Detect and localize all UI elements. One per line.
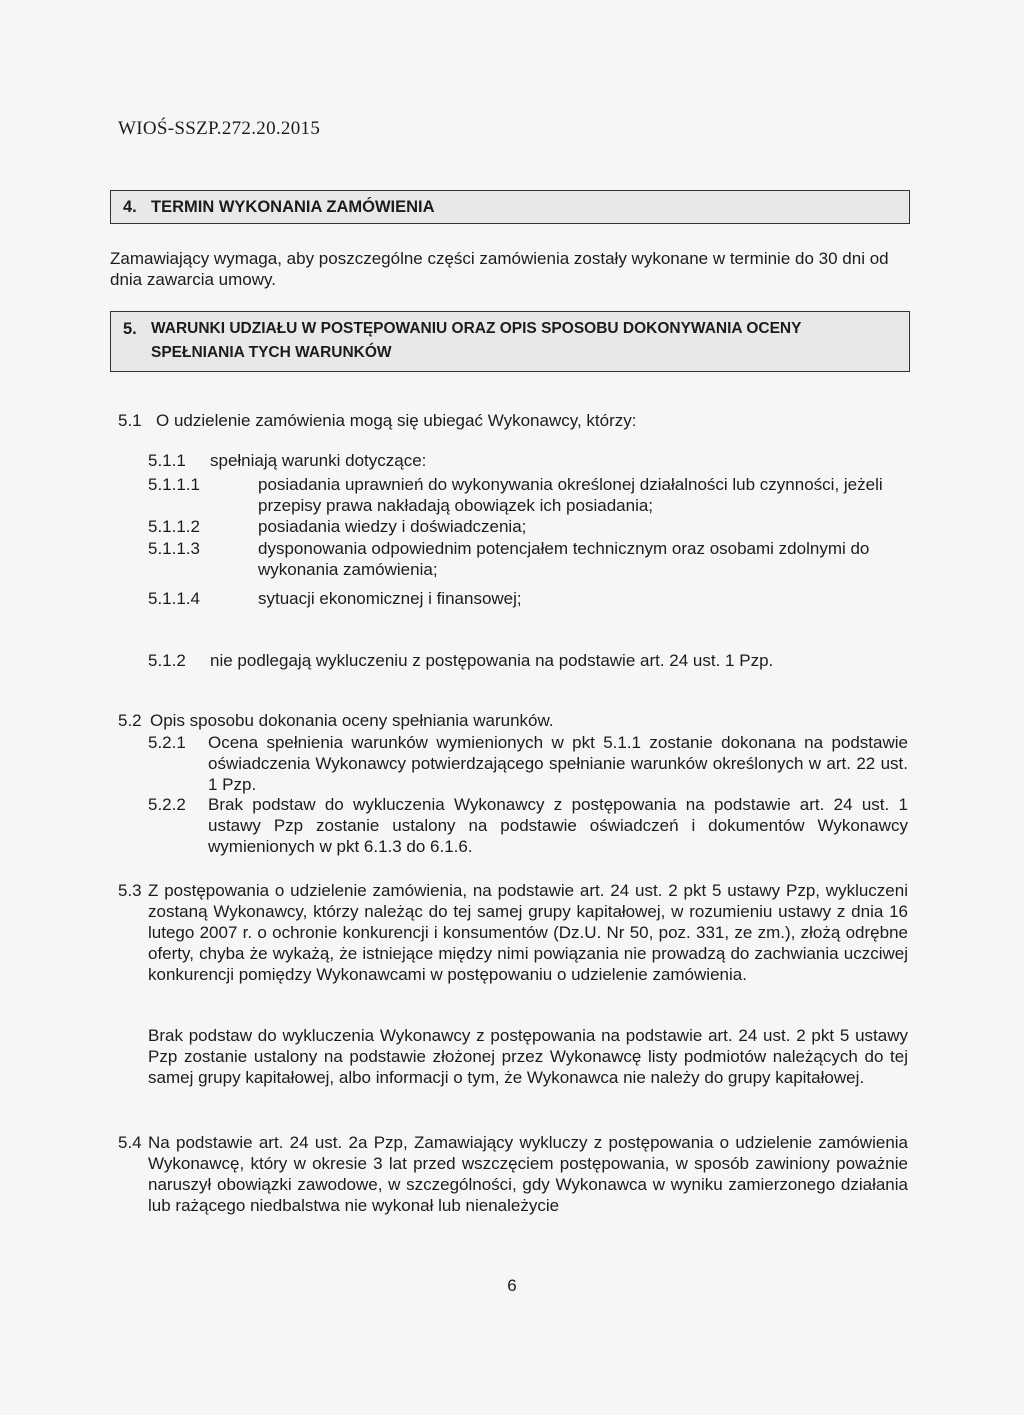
page-number: 6 (507, 1276, 517, 1295)
item-5-1-1-number: 5.1.1 (148, 451, 186, 470)
section-5-title-line2: SPEŁNIANIA TYCH WARUNKÓW (151, 344, 392, 361)
item-5-2-2-text: Brak podstaw do wykluczenia Wykonawcy z postępowania na podstawie art. 24 ust. 1 ustawy Pzp zostanie ustalony na podstawie oświadczeń i dokumentów Wykonawcy wymienionych w pkt 6.1.3 do 6.1.6. (208, 795, 908, 856)
item-5-2-1-number: 5.2.1 (148, 733, 186, 752)
item-5-2-number: 5.2 (118, 711, 142, 730)
section-5-header (110, 311, 910, 372)
section-4-header (110, 190, 910, 224)
section-5-number: 5. (123, 320, 137, 338)
item-5-1-1-2-text: posiadania wiedzy i doświadczenia; (258, 517, 527, 536)
section-4-body: Zamawiający wymaga, aby poszczególne części zamówienia zostały wykonane w terminie do 30 dni od dnia zawarcia umowy. (110, 249, 889, 289)
item-5-1-1-4-number: 5.1.1.4 (148, 589, 200, 608)
item-5-1-text: O udzielenie zamówienia mogą się ubiegać Wykonawcy, którzy: (156, 411, 637, 430)
item-5-3-text: Z postępowania o udzielenie zamówienia, na podstawie art. 24 ust. 2 pkt 5 ustawy Pzp, wykluczeni zostaną Wykonawcy, którzy należąc do tej samej grupy kapitałowej, w rozumieniu ustawy z dnia 16 lutego 2007 r. o ochronie konkurencji i konsumentów (Dz.U. Nr 50, poz. 331, ze zm.), złożą odrębne oferty, chyba że wykażą, że istniejące między nimi powiązania nie prowadzą do zachwiania uczciwej konkurencji pomiędzy Wykonawcami w postępowaniu o udzielenie zamówienia. (148, 881, 908, 984)
item-5-3-text2: Brak podstaw do wykluczenia Wykonawcy z postępowania na podstawie art. 24 ust. 2 pkt 5 ustawy Pzp zostanie ustalony na podstawie złożonej przez Wykonawcę listy podmiotów należących do tej samej grupy kapitałowej, albo informacji o tym, że Wykonawca nie należy do grupy kapitałowej. (148, 1026, 908, 1087)
item-5-1-1-1-text: posiadania uprawnień do wykonywania określonej działalności lub czynności, jeżeli przepisy prawa nakładają obowiązek ich posiadania; (258, 475, 883, 515)
item-5-4-number: 5.4 (118, 1133, 142, 1152)
item-5-2-1-text: Ocena spełnienia warunków wymienionych w pkt 5.1.1 zostanie dokonana na podstawie oświadczenia Wykonawcy potwierdzającego spełnianie warunków określonych w art. 22 ust. 1 Pzp. (208, 733, 908, 794)
item-5-1-1-3-text: dysponowania odpowiednim potencjałem technicznym oraz osobami zdolnymi do wykonania zamówienia; (258, 539, 870, 579)
item-5-2-2-number: 5.2.2 (148, 795, 186, 814)
item-5-4-text: Na podstawie art. 24 ust. 2a Pzp, Zamawiający wykluczy z postępowania o udzielenie zamówienia Wykonawcę, który w okresie 3 lat przed wszczęciem postępowania, w sposób zawiniony poważnie naruszył obowiązki zawodowe, w szczególności, gdy Wykonawca w wyniku zamierzonego działania lub rażącego niedbalstwa nie wykonał lub nienależycie (148, 1133, 908, 1215)
item-5-1-2-number: 5.1.2 (148, 651, 186, 670)
document-reference: WIOŚ-SSZP.272.20.2015 (118, 118, 321, 139)
item-5-1-1-3-number: 5.1.1.3 (148, 539, 200, 558)
item-5-2-text: Opis sposobu dokonania oceny spełniania warunków. (150, 711, 554, 730)
section-4-title: TERMIN WYKONANIA ZAMÓWIENIA (151, 198, 435, 216)
item-5-1-1-text: spełniają warunki dotyczące: (210, 451, 427, 470)
item-5-3-number: 5.3 (118, 881, 142, 900)
item-5-1-1-1-number: 5.1.1.1 (148, 475, 200, 494)
section-4-number: 4. (123, 198, 137, 216)
item-5-1-1-4-text: sytuacji ekonomicznej i finansowej; (258, 589, 522, 608)
section-5-title-line1: WARUNKI UDZIAŁU W POSTĘPOWANIU ORAZ OPIS SPOSOBU DOKONYWANIA OCENY (151, 320, 802, 337)
item-5-1-number: 5.1 (118, 411, 142, 430)
item-5-1-1-2-number: 5.1.1.2 (148, 517, 200, 536)
item-5-1-2-text: nie podlegają wykluczeniu z postępowania na podstawie art. 24 ust. 1 Pzp. (210, 651, 774, 670)
